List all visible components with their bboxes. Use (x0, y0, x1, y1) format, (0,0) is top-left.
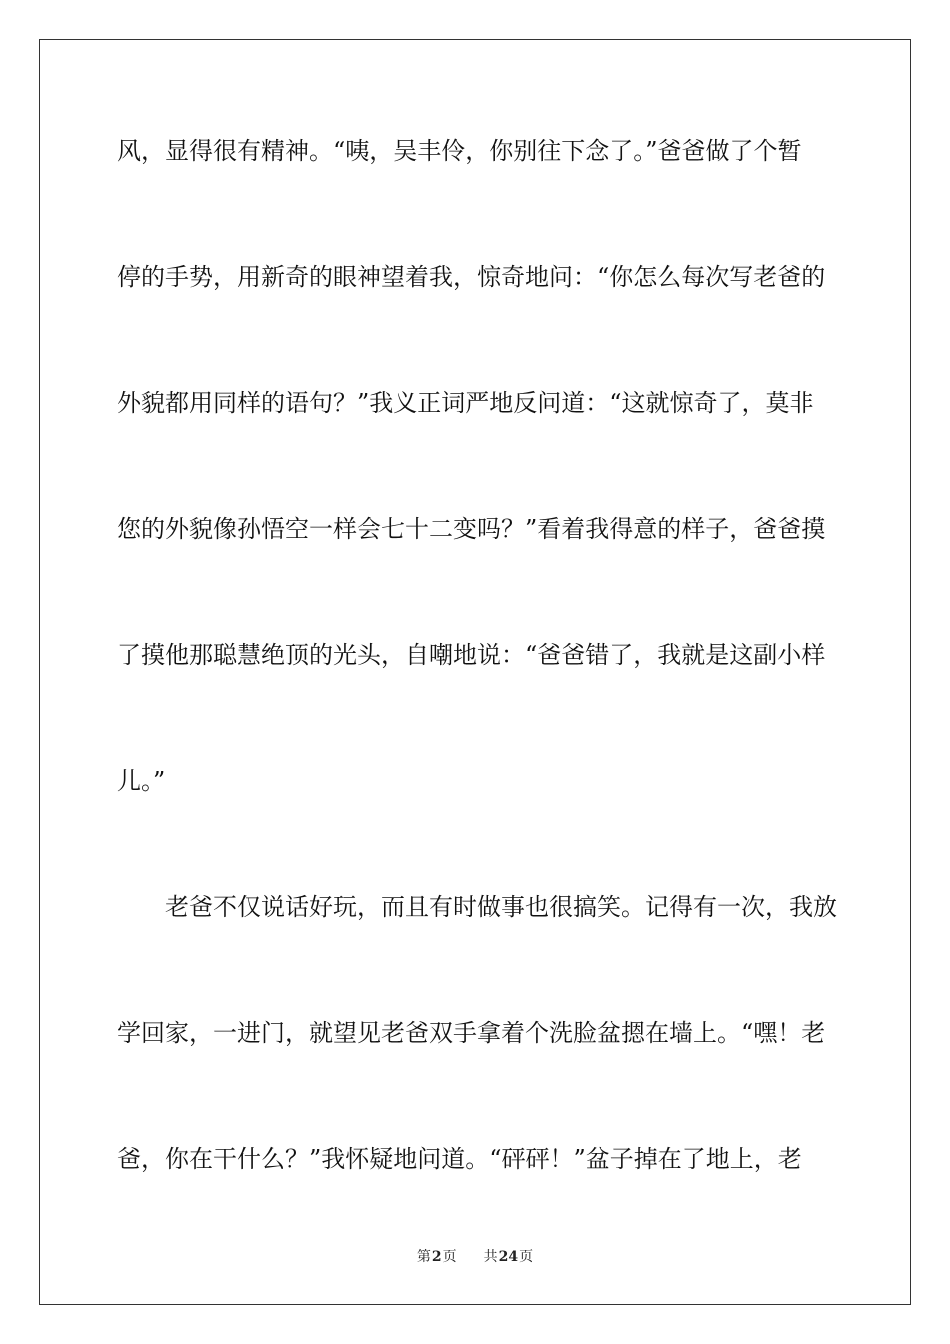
page-footer (0, 1246, 950, 1266)
total-pages: 24 (498, 1249, 519, 1265)
text-line-8: 学回家，一进门，就望见老爸双手拿着个洗脸盆摁在墙上。“嘿！老 (117, 1019, 826, 1047)
document-body (117, 120, 837, 1254)
text-line-9: 爸，你在干什么？”我怀疑地问道。“砰砰！”盆子掉在了地上，老 (117, 1145, 802, 1173)
total-suffix: 页 (519, 1249, 534, 1265)
page-number: 2 (431, 1249, 442, 1265)
text-line-1: 风，显得很有精神。“咦，吴丰伶，你别往下念了。”爸爸做了个暂 (117, 137, 802, 165)
text-line-2: 停的手势，用新奇的眼神望着我，惊奇地问：“你怎么每次写老爸的 (117, 263, 826, 291)
text-line-5: 了摸他那聪慧绝顶的光头，自嘲地说：“爸爸错了，我就是这副小样 (117, 641, 826, 669)
page-suffix: 页 (442, 1249, 457, 1265)
text-line-7: 老爸不仅说话好玩，而且有时做事也很搞笑。记得有一次，我放 (165, 893, 837, 921)
text-line-4: 您的外貌像孙悟空一样会七十二变吗？”看着我得意的样子，爸爸摸 (117, 515, 826, 543)
text-line-3: 外貌都用同样的语句？”我义正词严地反问道：“这就惊奇了，莫非 (117, 389, 814, 417)
text-line-6: 儿。” (117, 767, 166, 795)
total-prefix: 共 (483, 1249, 498, 1265)
page-prefix: 第 (416, 1249, 431, 1265)
